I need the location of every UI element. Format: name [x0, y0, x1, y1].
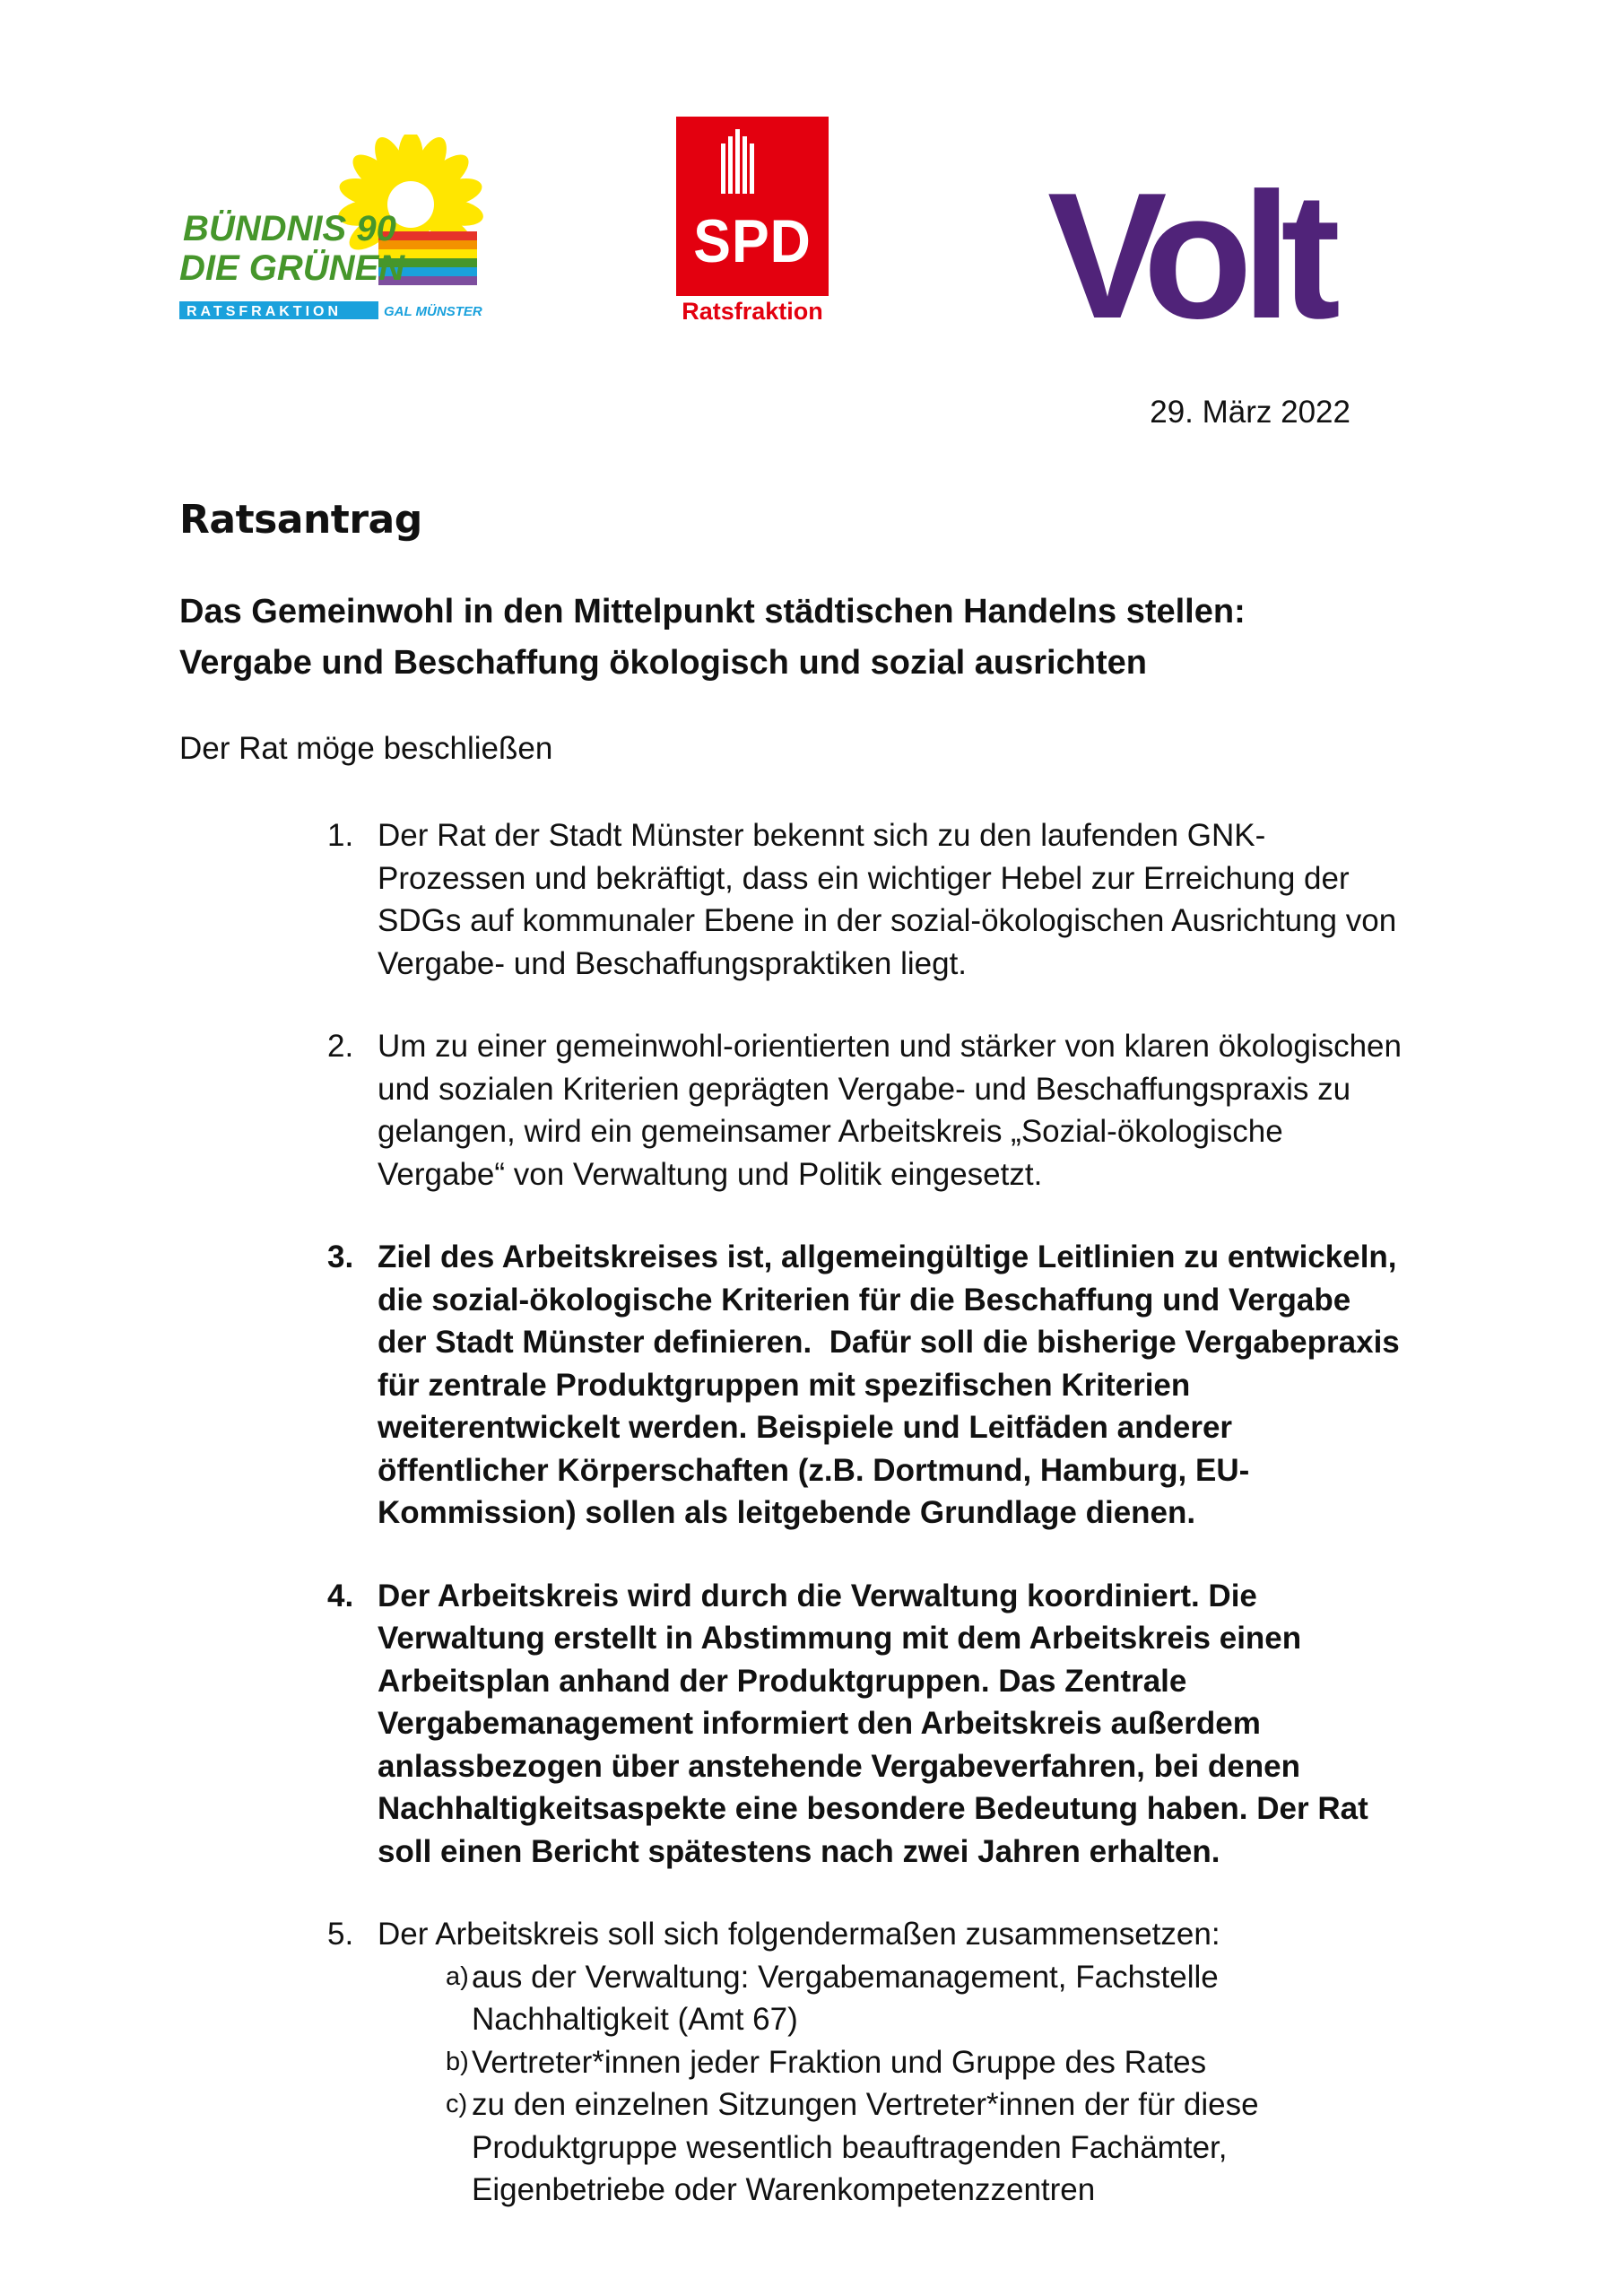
sub-item-b	[378, 2041, 1484, 2084]
item-line: SDGs auf kommunaler Ebene in der sozial-ökologischen Ausrichtung von	[378, 903, 1397, 938]
sub-item-a	[378, 1956, 1484, 2041]
spd-red-box	[676, 117, 829, 296]
item-line: soll einen Bericht spätestens nach zwei Jahren erhalten.	[378, 1833, 1220, 1869]
sub-letter: b)	[446, 2047, 469, 2076]
item-line: Vergabe“ von Verwaltung und Politik eingesetzt.	[378, 1156, 1043, 1192]
item-number: 5.	[327, 1917, 354, 1952]
gruene-strap2: GAL MÜNSTER	[384, 304, 482, 319]
item-line: Der Rat der Stadt Münster bekennt sich zu den laufenden GNK-	[378, 818, 1266, 853]
item-line: der Stadt Münster definieren. Dafür soll die bisherige Vergabepraxis	[378, 1325, 1400, 1360]
item-line: Verwaltung erstellt in Abstimmung mit dem Arbeitskreis einen	[378, 1621, 1302, 1656]
list-item-3	[327, 1236, 1484, 1535]
document-subtitle	[179, 587, 1480, 689]
spd-word: SPD	[693, 207, 812, 275]
subtitle-line: Das Gemeinwohl in den Mittelpunkt städtischen Handelns stellen:	[179, 593, 1246, 631]
spd-sub: Ratsfraktion	[682, 298, 823, 325]
item-line: und sozialen Kriterien geprägten Vergabe- und Beschaffungspraxis zu	[378, 1071, 1351, 1107]
sub-letter: a)	[446, 1961, 469, 1991]
sub-line: Produktgruppe wesentlich beauftragenden Fachämter,	[472, 2129, 1228, 2165]
sub-line: aus der Verwaltung: Vergabemanagement, Fachstelle	[472, 1959, 1219, 1995]
gruene-line2: DIE GRÜNEN	[179, 248, 405, 288]
list-item-2	[327, 1025, 1484, 1196]
item-line: Kommission) sollen als leitgebende Grundlage dienen.	[378, 1495, 1196, 1530]
list-item-1	[327, 814, 1484, 985]
item-line: anlassbezogen über anstehende Vergabeverfahren, bei denen	[378, 1748, 1300, 1784]
item-number: 3.	[327, 1239, 354, 1274]
numbered-list	[327, 814, 1484, 2212]
item-line: Nachhaltigkeitsaspekte eine besondere Bedeutung haben. Der Rat	[378, 1791, 1368, 1826]
item-line: die sozial-ökologische Kriterien für die Beschaffung und Vergabe	[378, 1282, 1351, 1318]
spd-tower-icon	[721, 129, 754, 194]
sub-letter: c)	[446, 2090, 468, 2118]
sub-line: Nachhaltigkeit (Amt 67)	[472, 2002, 798, 2037]
item-number: 2.	[327, 1029, 354, 1064]
item-number: 4.	[327, 1578, 354, 1613]
spd-logo	[676, 117, 829, 326]
item-line: Der Arbeitskreis soll sich folgendermaßen zusammensetzen:	[378, 1917, 1220, 1952]
item-line: Arbeitsplan anhand der Produktgruppen. Das Zentrale	[378, 1663, 1187, 1699]
document-date: 29. März 2022	[1150, 395, 1350, 430]
item-line: öffentlicher Körperschaften (z.B. Dortmund, Hamburg, EU-	[378, 1452, 1250, 1488]
item-line: Vergabe- und Beschaffungspraktiken liegt.	[378, 945, 968, 981]
item-line: Ziel des Arbeitskreises ist, allgemeingültige Leitlinien zu entwickeln,	[378, 1239, 1397, 1274]
sub-item-c	[378, 2083, 1484, 2212]
item-line: für zentrale Produktgruppen mit spezifischen Kriterien	[378, 1367, 1191, 1403]
sub-line: Vertreter*innen jeder Fraktion und Gruppe des Rates	[472, 2044, 1207, 2080]
item-line: Prozessen und bekräftigt, dass ein wichtiger Hebel zur Erreichung der	[378, 860, 1350, 896]
item-number: 1.	[327, 818, 354, 853]
item-line: weiterentwickelt werden. Beispiele und Leitfäden anderer	[378, 1410, 1233, 1445]
list-item-4	[327, 1575, 1484, 1874]
gruene-logo	[176, 135, 508, 323]
item-line: Um zu einer gemeinwohl-orientierten und stärker von klaren ökologischen	[378, 1029, 1402, 1064]
gruene-line1: BÜNDNIS 90	[183, 209, 396, 248]
sub-line: Eigenbetriebe oder Warenkompetenzzentren	[472, 2172, 1096, 2207]
item-line: Vergabemanagement informiert den Arbeitskreis außerdem	[378, 1706, 1261, 1741]
item-line: gelangen, wird ein gemeinsamer Arbeitskreis „Sozial-ökologische	[378, 1114, 1283, 1149]
intro-text: Der Rat möge beschließen	[179, 731, 553, 766]
subtitle-line: Vergabe und Beschaffung ökologisch und sozial ausrichten	[179, 644, 1147, 682]
volt-logo	[1047, 167, 1388, 337]
gruene-strap: RATSFRAKTION	[187, 304, 343, 319]
volt-word: Volt	[1047, 167, 1330, 337]
sub-line: zu den einzelnen Sitzungen Vertreter*innen der für diese	[472, 2087, 1259, 2122]
sub-list	[378, 1956, 1484, 2212]
document-title: Ratsantrag	[179, 497, 422, 543]
item-line: Der Arbeitskreis wird durch die Verwaltung koordiniert. Die	[378, 1578, 1257, 1613]
list-item-5	[327, 1913, 1484, 2212]
